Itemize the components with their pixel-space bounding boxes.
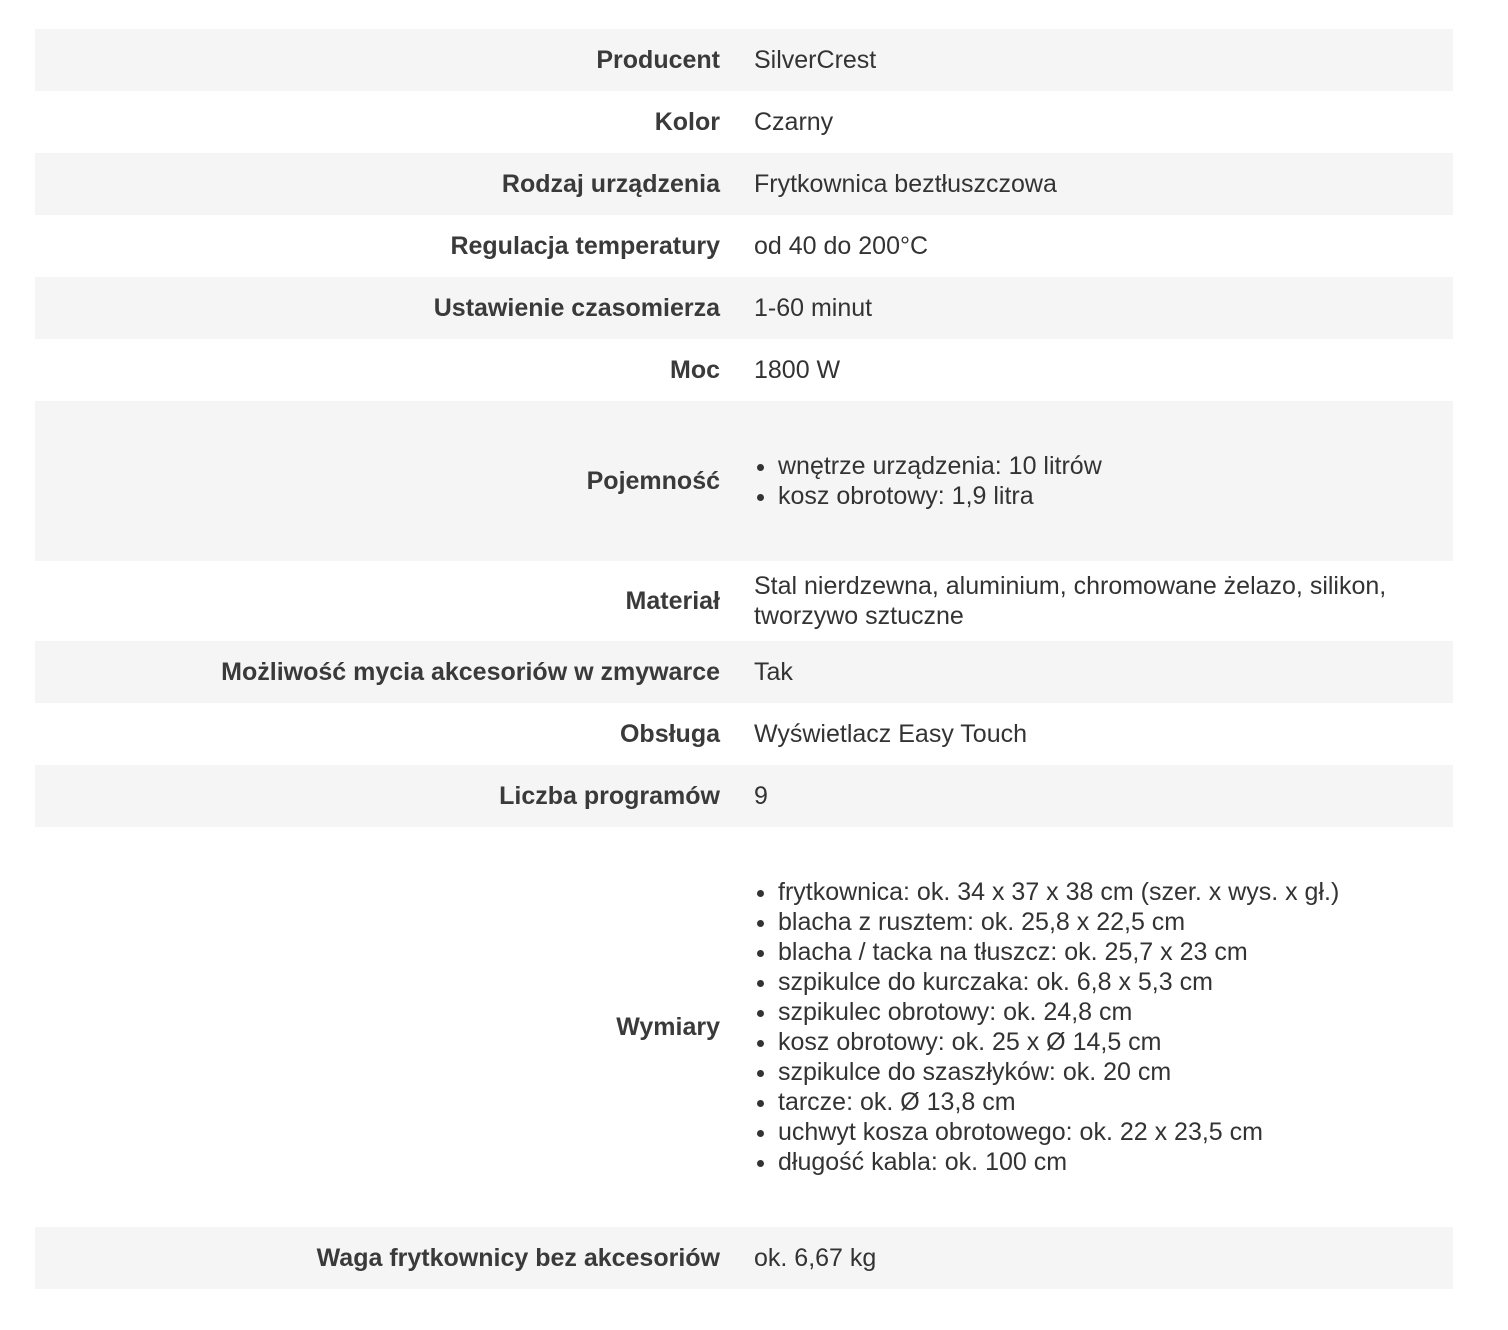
spec-row-waga [35, 1227, 1453, 1289]
spec-row-rodzaj [35, 153, 1453, 215]
spec-label: Możliwość mycia akcesoriów w zmywarce [221, 658, 720, 686]
spec-label: Pojemność [586, 467, 720, 495]
spec-label: Liczba programów [499, 782, 720, 810]
spec-label: Wymiary [616, 1013, 720, 1041]
bullet-list [754, 877, 1423, 1177]
spec-label: Materiał [625, 587, 720, 615]
spec-value: Frytkownica beztłuszczowa [754, 170, 1057, 198]
spec-label: Ustawienie czasomierza [433, 294, 720, 322]
spec-label: Moc [670, 356, 720, 384]
spec-value: 1800 W [754, 356, 841, 384]
spec-value [754, 451, 1453, 511]
spec-value: Stal nierdzewna, aluminium, chromowane żelazo, silikon, tworzywo sztuczne [754, 572, 1387, 630]
spec-row-programy [35, 765, 1453, 827]
spec-row-producent [35, 29, 1453, 91]
spec-row-kolor [35, 91, 1453, 153]
spec-value: Wyświetlacz Easy Touch [754, 720, 1028, 748]
spec-row-pojemnosc [35, 401, 1453, 561]
list-item: • frytkownica: ok. 34 x 37 x 38 cm (szer. x wys. x gł.) [778, 877, 1423, 907]
spec-row-material [35, 561, 1453, 641]
bullet-list [754, 451, 1423, 511]
spec-row-temperatura [35, 215, 1453, 277]
list-item: • blacha / tacka na tłuszcz: ok. 25,7 x 23 cm [778, 937, 1423, 967]
spec-label: Obsługa [619, 720, 720, 748]
list-item: • szpikulce do szaszłyków: ok. 20 cm [778, 1057, 1423, 1087]
spec-value: SilverCrest [754, 46, 877, 74]
list-item: • kosz obrotowy: 1,9 litra [778, 481, 1423, 511]
spec-row-czasomierz [35, 277, 1453, 339]
spec-table [35, 29, 1453, 1289]
spec-row-obsluga [35, 703, 1453, 765]
spec-label: Regulacja temperatury [450, 232, 720, 260]
spec-label: Waga frytkownicy bez akcesoriów [316, 1244, 720, 1272]
spec-value: 1-60 minut [754, 294, 873, 322]
spec-label: Kolor [654, 108, 720, 136]
spec-value: 9 [754, 782, 768, 810]
list-item: • blacha z rusztem: ok. 25,8 x 22,5 cm [778, 907, 1423, 937]
spec-value: Czarny [754, 108, 834, 136]
list-item: • wnętrze urządzenia: 10 litrów [778, 451, 1423, 481]
spec-label: Producent [596, 46, 720, 74]
spec-value: ok. 6,67 kg [754, 1244, 877, 1272]
spec-row-zmywarka [35, 641, 1453, 703]
spec-row-wymiary [35, 827, 1453, 1227]
spec-value: Tak [754, 658, 793, 686]
list-item: • uchwyt kosza obrotowego: ok. 22 x 23,5 cm [778, 1117, 1423, 1147]
list-item: • szpikulce do kurczaka: ok. 6,8 x 5,3 cm [778, 967, 1423, 997]
list-item: • kosz obrotowy: ok. 25 x Ø 14,5 cm [778, 1027, 1423, 1057]
spec-value [754, 877, 1453, 1177]
spec-label: Rodzaj urządzenia [501, 170, 720, 198]
spec-value: od 40 do 200°C [754, 232, 929, 260]
list-item: • długość kabla: ok. 100 cm [778, 1147, 1423, 1177]
list-item: • szpikulec obrotowy: ok. 24,8 cm [778, 997, 1423, 1027]
list-item: • tarcze: ok. Ø 13,8 cm [778, 1087, 1423, 1117]
spec-row-moc [35, 339, 1453, 401]
